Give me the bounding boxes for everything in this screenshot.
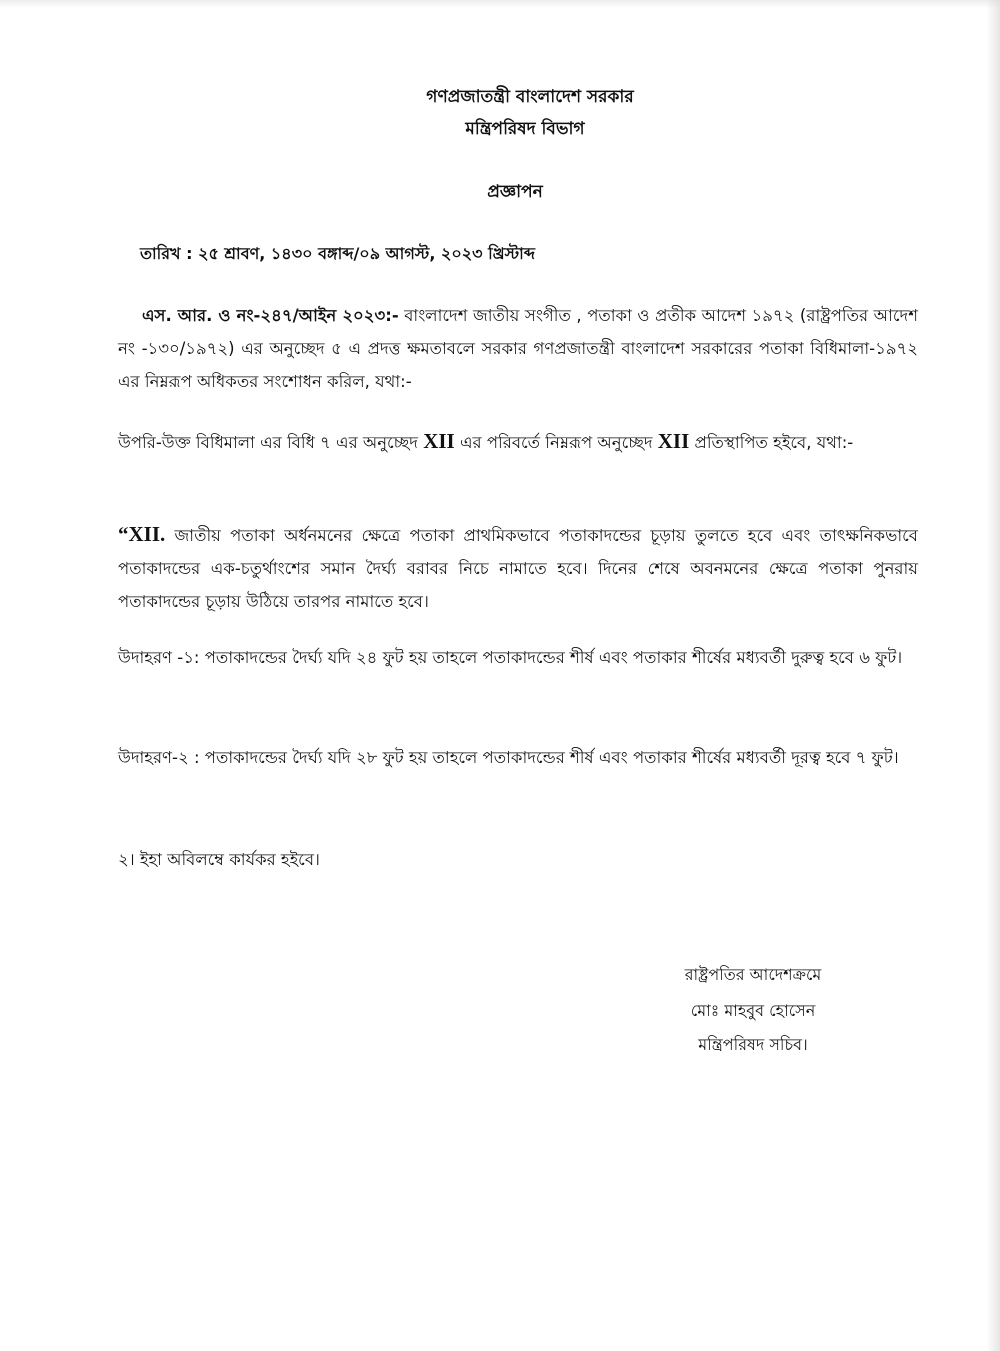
signatory-name: মোঃ মাহবুব হোসেন bbox=[690, 1001, 816, 1020]
clause-text: জাতীয় পতাকা অর্ধনমনের ক্ষেত্রে পতাকা প্রাথমিকভাবে পতাকাদন্ডের চূড়ায় তুলতে হবে এবং তাৎক্ষনিকভাবে পতাকাদন্ডের এক-চতুর্থাংশের সমান দৈর্ঘ্য বরাবর নিচে নামাতে হবে। দিনের শেষে অবনমনের ক্ষেত্রে পতাকা পুনরায় পতাকাদন্ডের চূড়ায় উঠিয়ে তারপর নামাতে হবে। bbox=[118, 526, 918, 611]
government-heading: গণপ্রজাতন্ত্রী বাংলাদেশ সরকার bbox=[426, 87, 634, 107]
sro-reference: এস. আর. ও নং-২৪৭/আইন ২০২৩:- bbox=[142, 306, 399, 325]
paragraph-example-2: উদাহরণ-২ : পতাকাদন্ডের দৈর্ঘ্য যদি ২৮ ফুট হয় তাহলে পতাকাদন্ডের শীর্ষ এবং পতাকার শীর্ষের মধ্যবর্তী দূরত্ব হবে ৭ ফুট। bbox=[118, 748, 899, 767]
scan-shadow-top bbox=[0, 0, 1000, 8]
division-heading: মন্ত্রিপরিষদ বিভাগ bbox=[465, 119, 585, 139]
roman-numeral: XII bbox=[657, 429, 690, 453]
substitution-text-b: এর পরিবর্তে নিম্নরূপ অনুচ্ছেদ bbox=[454, 433, 658, 452]
substitution-text-a: উপরি-উক্ত বিধিমালা এর বিধি ৭ এর অনুচ্ছেদ bbox=[118, 433, 424, 452]
paragraph-example-1: উদাহরণ -১: পতাকাদন্ডের দৈর্ঘ্য যদি ২৪ ফুট হয় তাহলে পতাকাদন্ডের শীর্ষ এবং পতাকার শীর্ষের মধ্যবর্তী দুরুত্ব হবে ৬ ফুট। bbox=[118, 648, 903, 667]
signature-order-line: রাষ্ট্রপতির আদেশক্রমে bbox=[684, 965, 822, 984]
paragraph-substitution bbox=[118, 425, 918, 459]
signatory-title: মন্ত্রিপরিষদ সচিব। bbox=[698, 1035, 808, 1054]
paragraph-clause-xii bbox=[118, 518, 918, 618]
paragraph-sro bbox=[118, 299, 918, 398]
substitution-text-c: প্রতিস্থাপিত হইবে, যথা:- bbox=[689, 433, 854, 452]
clause-number: XII. bbox=[128, 522, 166, 546]
date-line: তারিখ : ২৫ শ্রাবণ, ১৪৩০ বঙ্গাব্দ/০৯ আগস্ট, ২০২৩ খ্রিস্টাব্দ bbox=[140, 244, 536, 263]
paragraph-effective: ২। ইহা অবিলম্বে কার্যকর হইবে। bbox=[118, 850, 320, 869]
sro-text: বাংলাদেশ জাতীয় সংগীত , পতাকা ও প্রতীক আদেশ ১৯৭২ (রাষ্ট্রপতির আদেশ নং -১৩০/১৯৭২) এর অনুচ্ছেদ ৫ এ প্রদত্ত ক্ষমতাবলে সরকার গণপ্রজাতন্ত্রী বাংলাদেশ সরকারের পতাকা বিধিমালা-১৯৭২ এর নিম্নরূপ অধিকতর সংশোধন করিল, যথা:- bbox=[118, 306, 918, 391]
roman-numeral: XII bbox=[423, 429, 455, 453]
opening-quote: “ bbox=[118, 522, 129, 546]
notification-title: প্রজ্ঞাপন bbox=[487, 182, 543, 202]
